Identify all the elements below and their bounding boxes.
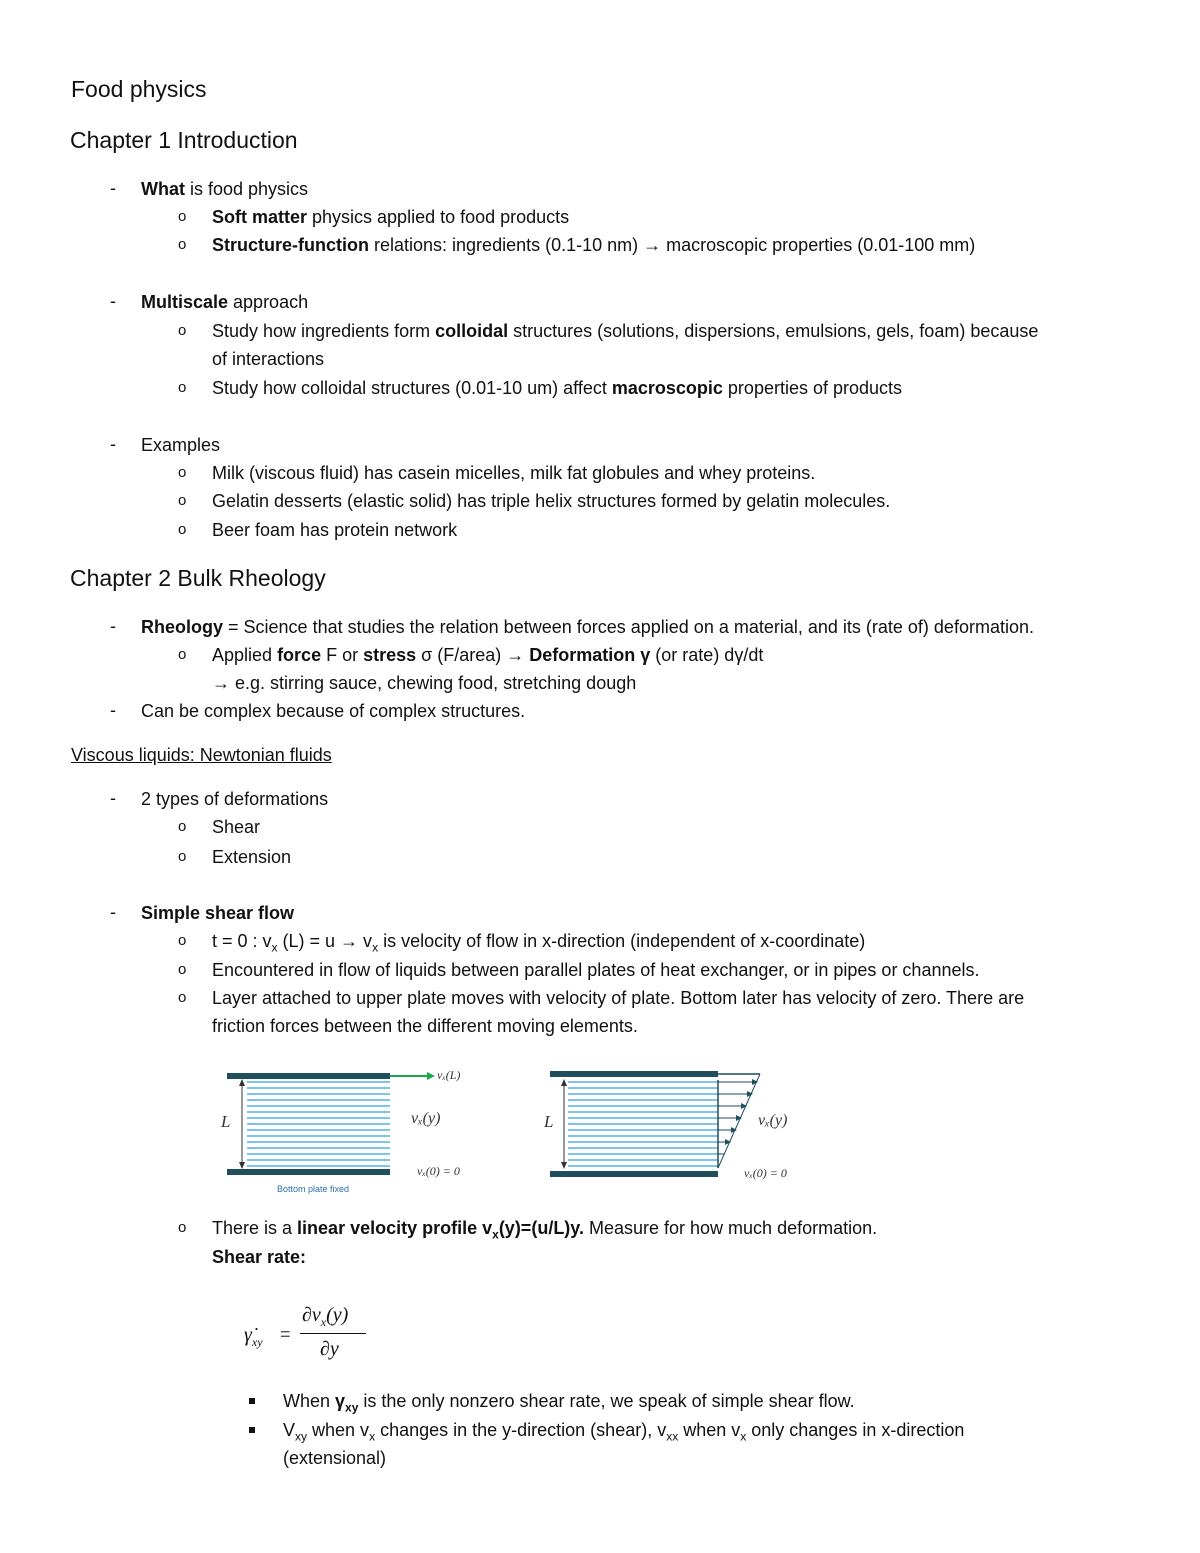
bullet-macroscopic: Study how colloidal structures (0.01-10 um) affect macroscopic properties of products [212, 378, 903, 398]
label-L: L [221, 1112, 231, 1131]
bullet-soft-matter: Soft matter physics applied to food products [212, 207, 570, 227]
bullet-circle: o [178, 521, 187, 538]
example-milk: Milk (viscous fluid) has casein micelles, milk fat globules and whey proteins. [212, 463, 816, 483]
bullet-applied-force: Applied force F or stress σ (F/area) → Deformation γ (or rate) dγ/dt [212, 645, 764, 665]
bullet-dash: - [110, 902, 116, 922]
deformation-extension: Extension [212, 847, 292, 867]
bullet-circle: o [178, 208, 187, 225]
example-gelatin: Gelatin desserts (elastic solid) has triple helix structures formed by gelatin molecules. [212, 491, 891, 511]
bullet-examples: Examples [141, 435, 221, 455]
label-vx-y: vₓ(y) [758, 1112, 788, 1129]
bullet-circle: o [178, 1219, 187, 1236]
bullet-simple-shear: Simple shear flow [141, 903, 295, 923]
bullet-structure-function: Structure-function relations: ingredients (0.1-10 nm) → macroscopic properties (0.01-100 mm) [212, 235, 976, 255]
bullet-circle: o [178, 818, 187, 835]
eq-numerator: $\partial v_x(y)$ [302, 1304, 349, 1329]
eq-equals: = [280, 1324, 291, 1344]
bullet-circle: o [178, 379, 187, 396]
figure-caption: Bottom plate fixed [277, 1184, 350, 1194]
bullet-simple-shear-flow-def: When $\gamma_{xy}$ is the only nonzero shear rate, we speak of simple shear flow. [283, 1391, 855, 1415]
bullet-complex: Can be complex because of complex structures. [141, 701, 526, 721]
bottom-plate [227, 1169, 390, 1175]
top-plate [550, 1071, 718, 1077]
bullet-circle: o [178, 961, 187, 978]
bullet-circle: o [178, 464, 187, 481]
bullet-multiscale: Multiscale approach [141, 292, 309, 312]
example-beer-foam: Beer foam has protein network [212, 520, 458, 540]
bullet-examples-deformation: → e.g. stirring sauce, chewing food, stretching dough [212, 673, 637, 693]
bullet-what-is-food-physics: What is food physics [141, 179, 309, 199]
document-title: Food physics [71, 76, 207, 102]
stream-lines [568, 1082, 718, 1166]
shear-rate-label: Shear rate: [212, 1247, 307, 1267]
figure-shear-flow-2 [540, 1060, 810, 1200]
chapter-2-heading: Chapter 2 Bulk Rheology [70, 565, 326, 591]
bullet-vxy-def-cont: (extensional) [283, 1448, 387, 1468]
eq-fraction-bar [300, 1333, 366, 1334]
bullet-circle: o [178, 646, 187, 663]
deformation-shear: Shear [212, 817, 261, 837]
bullet-rheology: Rheology = Science that studies the relation between forces applied on a material, and its (rate of) deformation. [141, 617, 1034, 637]
velocity-arrow-head [427, 1072, 435, 1080]
figure-shear-flow-1 [215, 1060, 485, 1200]
bullet-circle: o [178, 492, 187, 509]
bullet-encountered: Encountered in flow of liquids between parallel plates of heat exchanger, or in pipes or channels. [212, 960, 980, 980]
bullet-square [249, 1427, 255, 1433]
eq-denominator: ∂y [320, 1338, 339, 1360]
bullet-dash: - [110, 788, 116, 808]
bullet-vxy-def: $V_{xy}$ when $v_x$ changes in the y-direction (shear), $v_{xx}$ when $v_x$ only changes in x-direction [283, 1420, 965, 1444]
bullet-deformation-types: 2 types of deformations [141, 789, 329, 809]
label-vx-y: vₓ(y) [411, 1110, 441, 1127]
bullet-layer-line1: Layer attached to upper plate moves with velocity of plate. Bottom later has velocity of zero. There are [212, 988, 1025, 1008]
top-plate [227, 1073, 390, 1079]
stream-lines [247, 1082, 390, 1166]
chapter-1-heading: Chapter 1 Introduction [70, 127, 298, 153]
label-vx-0: vₓ(0) = 0 [417, 1164, 460, 1178]
bullet-dash: - [110, 178, 116, 198]
bullet-circle: o [178, 989, 187, 1006]
label-vx-0: vₓ(0) = 0 [744, 1166, 787, 1180]
eq-lhs: $\gammȧ_{xy}$ [244, 1324, 263, 1349]
bullet-t0: t = 0 : $v_x$ $(L) = u \to v_x$ is velocity of flow in x-direction (independent of x-coordinate) [212, 931, 866, 955]
velocity-profile [718, 1074, 760, 1168]
bullet-linear-profile: There is a linear velocity profile $v_x(y)=(u/L)y$. Measure for how much deformation. [212, 1218, 878, 1242]
bottom-plate [550, 1171, 718, 1177]
bullet-square [249, 1398, 255, 1404]
bullet-circle: o [178, 932, 187, 949]
bullet-dash: - [110, 434, 116, 454]
bullet-circle: o [178, 848, 187, 865]
bullet-dash: - [110, 291, 116, 311]
bullet-dash: - [110, 616, 116, 636]
bullet-circle: o [178, 322, 187, 339]
shear-rate-equation [240, 1300, 380, 1370]
label-vx-L: vₓ(L) [437, 1068, 461, 1082]
bullet-circle: o [178, 236, 187, 253]
bullet-dash: - [110, 700, 116, 720]
bullet-colloidal: Study how ingredients form colloidal structures (solutions, dispersions, emulsions, gels, foam) because [212, 321, 1039, 341]
label-L: L [544, 1112, 554, 1131]
bullet-colloidal-cont: of interactions [212, 349, 325, 369]
bullet-layer-line2: friction forces between the different moving elements. [212, 1016, 638, 1036]
section-subheading: Viscous liquids: Newtonian fluids [71, 745, 332, 765]
